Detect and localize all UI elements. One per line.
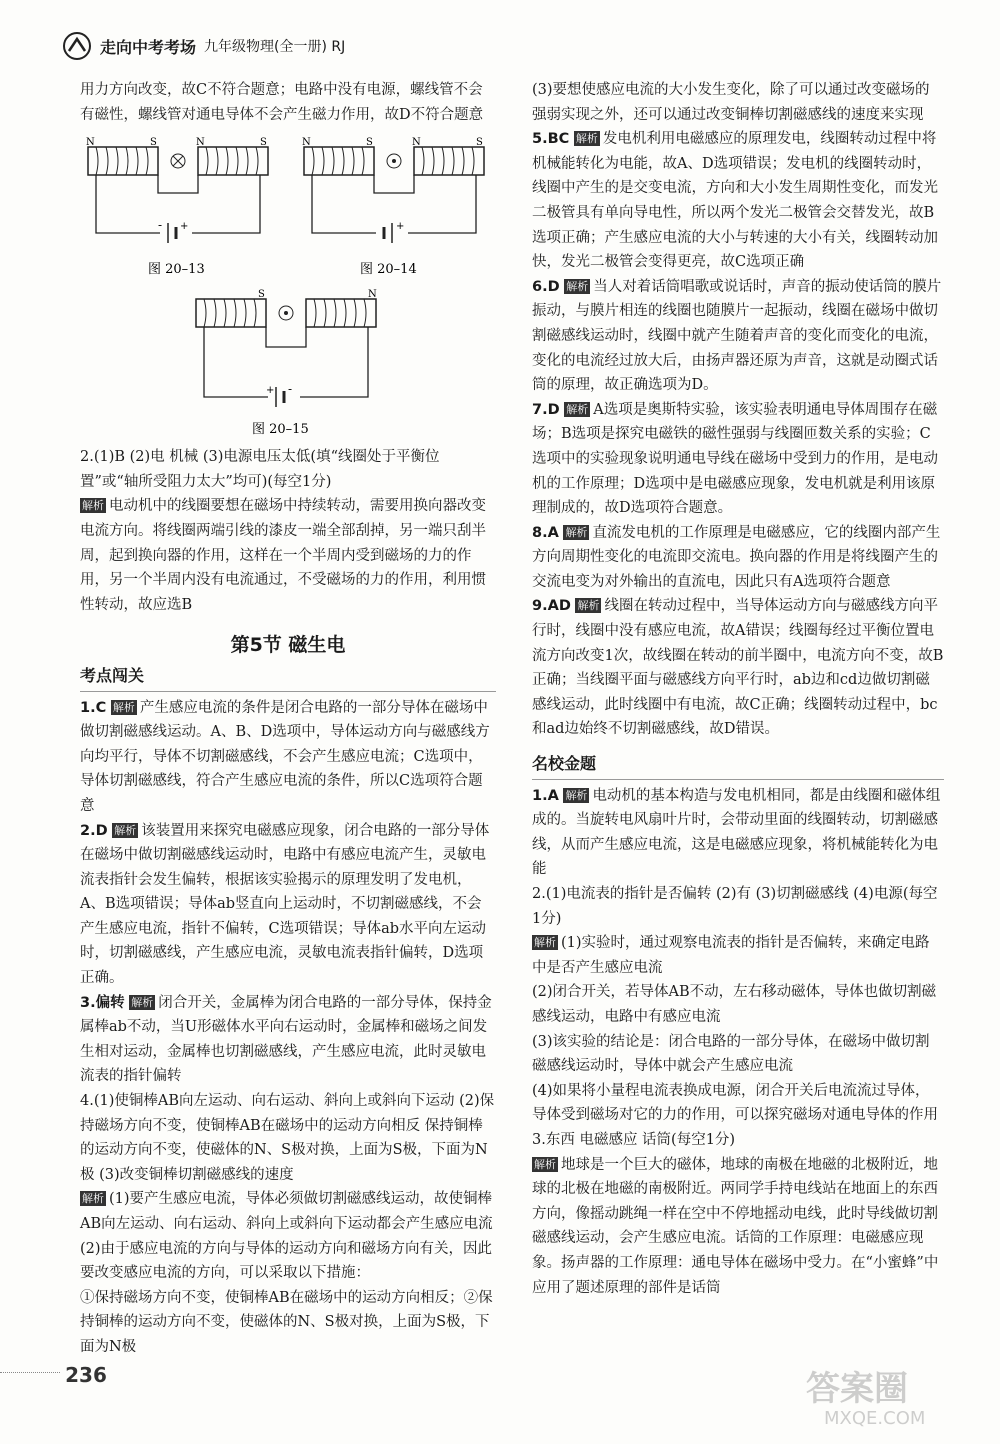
- explanation-tag: 解析: [114, 823, 137, 837]
- g3-explanation: [532, 1153, 944, 1301]
- q4-explanation-4: (3)要想使感应电流的大小发生变化，除了可以通过改变磁场的强弱实现之外，还可以通过改变铜棒切割磁感线的速度来实现: [532, 82, 930, 123]
- fig1-plus: +: [180, 221, 189, 233]
- explanation-tag: 解析: [565, 788, 588, 802]
- book-title: 九年级物理(全一册) RJ: [204, 39, 346, 55]
- figure-20-15: [196, 289, 377, 407]
- fig1-minus: -: [158, 218, 163, 233]
- q5-explanation: 发电机利用电磁感应的原理发电，线圈转动过程中将机械能转化为电能，故A、D选项错误；发电机的线圈转动时，线圈中产生的是交变电流，方向和大小发生周期性变化，而发光二极管具有单向导电性，所以两个发光二极管会交替发光，故B选项正确；产生感应电流的大小与转速的大小有关，线圈转动加快，发光二极管会变得更亮，故C选项正确: [532, 131, 938, 271]
- q2b-explanation: 该装置用来探究电磁感应现象，闭合电路的一部分导体在磁场中做切割磁感线运动时，电路中有感应电流产生，灵敏电流表指针会发生偏转，根据该实验揭示的原理发明了发电机，A、B选项错误；导体ab竖直向上运动时，不切割磁感线，不会产生感应电流，指针不偏转，C选项错误；导体ab水平向左运动时，切割磁感线，产生感应电流，灵敏电流表指针偏转，D选项正确。: [80, 822, 490, 987]
- g2-answer: 2.(1)电流表的指针是否偏转 (2)有 (3)切割磁感线 (4)电源(每空1分): [532, 886, 938, 927]
- g2-explanation-3: (3)该实验的结论是：闭合电路的一部分导体，在磁场中做切割磁感线运动时，导体中就会产生感应电流: [532, 1033, 930, 1075]
- fig2-plus: +: [396, 221, 405, 233]
- g2-explanation-1: [532, 931, 944, 980]
- g1-explanation: 电动机的基本构造与发电机相同，都是由线圈和磁体组成的。当旋转电风扇叶片时，会带动里面的线圈转动，切割磁感线，从而产生感应电流，这是电磁感应现象，将机械能转化为电能: [532, 787, 941, 878]
- sub-title-checkpoints: 考点闯关: [80, 664, 496, 692]
- g2-explanation-1-text: (1)实验时，通过观察电流表的指针是否偏转，来确定电路中是否产生感应电流: [532, 935, 930, 976]
- footer-dotted-line: [0, 1372, 60, 1373]
- q4-explanation-1-text: (1)要产生感应电流，导体必须做切割磁感线运动，故使铜棒AB向左运动、向右运动、斜向上或斜向下运动都会产生感应电流: [80, 1191, 493, 1232]
- g1: [532, 784, 944, 882]
- explanation-tag: 解析: [534, 1157, 556, 1171]
- watermark-text: 答案圈: [806, 1369, 908, 1409]
- fig3-s-left: S: [258, 289, 265, 301]
- g2-explanation-2: (2)闭合开关，若导体AB不动，左右移动磁体，导体也做切割磁感线运动，电路中有感应电流: [532, 984, 937, 1025]
- g3-explanation-text: 地球是一个巨大的磁体，地球的南极在地磁的北极附近，地球的北极在地磁的南极附近。两同学手持电线站在地面上的东西方向，像摇动跳绳一样在空中不停地摇动电线，此时导线做切割磁感线运动，会产生感应电流。话筒的工作原理：电磁感应现象。扬声器的工作原理：通电导体在磁场中受力。在“小蜜蜂”中应用了题述原理的部件是话筒: [532, 1156, 939, 1296]
- figure-20-13: [86, 137, 268, 243]
- q2b: [80, 819, 496, 991]
- fig1-n-right: N: [196, 137, 205, 149]
- fig2-n-left: N: [302, 137, 311, 149]
- explanation-tag: 解析: [575, 132, 598, 146]
- q5-answer: 5.BC: [532, 131, 570, 148]
- fig-caption-20-15: 图 20–15: [252, 422, 309, 438]
- q4-explanation-1: [80, 1187, 496, 1236]
- explanation-tag: 解析: [566, 279, 589, 293]
- q6: [532, 275, 944, 398]
- q8-explanation: 直流发电机的工作原理是电磁感应，它的线圈内部产生方向周期性变化的电流即交流电。换向器的作用是将线圈产生的交流电变为对外输出的直流电，因此只有A选项符合题意: [532, 524, 941, 590]
- figure-20-14: [302, 137, 484, 243]
- intro-paragraph: 用力方向改变，故C不符合题意；电路中没有电源，螺线管不会有磁性，螺线管对通电导体不会产生磁力作用，故D不符合题意: [80, 82, 484, 123]
- fig2-n-right: N: [412, 137, 421, 149]
- book-logo-icon: [62, 31, 92, 61]
- q9-answer: 9.AD: [532, 598, 571, 615]
- watermark-logo: [800, 1360, 970, 1430]
- g2-explanation-4: (4)如果将小量程电流表换成电源，闭合开关后电流流过导体，导体受到磁场对它的力的作用，可以探究磁场对通电导体的作用: [532, 1082, 938, 1124]
- q1-answer: 1.C: [80, 699, 107, 716]
- g1-answer: 1.A: [532, 787, 559, 804]
- explanation-tag: 解析: [82, 1192, 104, 1206]
- q1-explanation: 产生感应电流的条件是闭合电路的一部分导体在磁场中做切割磁感线运动。A、B、D选项中，导体运动方向与磁感线方向均平行，导体不切割磁感线，不会产生感应电流；C选项中，导体切割磁感线，符合产生感应电流的条件，所以C选项符合题意: [80, 699, 490, 814]
- explanation-tag: 解析: [82, 499, 104, 513]
- fig1-s-left: S: [150, 137, 157, 149]
- q8-answer: 8.A: [532, 524, 559, 541]
- q2b-answer: 2.D: [80, 822, 108, 839]
- right-column: [532, 78, 944, 1300]
- explanation-tag: 解析: [566, 402, 589, 416]
- fig1-s-right: S: [260, 137, 267, 149]
- q4-answer: 4.(1)使铜棒AB向左运动、向右运动、斜向上或斜向下运动 (2)保持磁场方向不变，使铜棒AB在磁场中的运动方向相反 保持铜棒的运动方向不变，使磁体的N、S极对换，上面为S极，下面为N极 (3)改变铜棒切割磁感线的速度: [80, 1093, 495, 1183]
- watermark-url: MXQE.COM: [824, 1408, 926, 1429]
- left-column: [80, 78, 496, 1360]
- page-header: [62, 28, 345, 64]
- fig3-minus: -: [288, 382, 293, 397]
- explanation-tag: 解析: [112, 700, 135, 714]
- fig1-n-left: N: [86, 137, 95, 149]
- sub-title-famous-school: 名校金题: [532, 752, 944, 780]
- fig2-s-left: S: [366, 137, 373, 149]
- explanation-tag: 解析: [131, 995, 154, 1009]
- figures-20-13-to-15: [80, 133, 496, 445]
- fig-caption-20-13: 图 20–13: [148, 262, 205, 278]
- fig3-n-right: N: [368, 289, 377, 301]
- q7-answer: 7.D: [532, 401, 560, 418]
- q6-answer: 6.D: [532, 278, 560, 295]
- q5: [532, 127, 944, 275]
- q8: [532, 521, 944, 595]
- q9-explanation: 线圈在转动过程中，当导体运动方向与磁感线方向平行时，线圈中没有感应电流，故A错误；线圈每经过平衡位置电流方向改变1次，故线圈在转动的前半圈中，电流方向不变，故B正确；当线圈平面与磁感线方向平行时，ab边和cd边做切割磁感线运动，此时线圈中有电流，故C正确；线圈转动过程中，bc和ad边始终不切割磁感线，故D错误。: [532, 598, 944, 738]
- fig-caption-20-14: 图 20–14: [360, 262, 417, 278]
- explanation-tag: 解析: [565, 525, 588, 539]
- q2-answer: 2.(1)B (2)电 机械 (3)电源电压太低(填“线圈处于平衡位置”或“轴所受阻力太大”均可)(每空1分): [80, 449, 440, 490]
- q2-explanation: [80, 494, 496, 617]
- q3-answer: 3.偏转: [80, 994, 125, 1011]
- q9: [532, 594, 944, 742]
- q4-explanation-2: (2)由于感应电流的方向与导体的运动方向和磁场方向有关，因此要改变感应电流的方向，可以采取以下措施：: [80, 1240, 493, 1282]
- fig3-plus: +: [266, 385, 275, 397]
- section-title: 第5节 磁生电: [230, 634, 346, 657]
- explanation-tag: 解析: [534, 936, 556, 950]
- q3-explanation: 闭合开关，金属棒为闭合电路的一部分导体，保持金属棒ab不动，当U形磁体水平向右运动时，金属棒和磁场之间发生相对运动，金属棒也切割磁感线，产生感应电流，此时灵敏电流表的指针偏转: [80, 994, 492, 1085]
- q7-explanation: A选项是奥斯特实验，该实验表明通电导体周围存在磁场；B选项是探究电磁铁的磁性强弱与线圈匝数关系的实验；C选项中的实验现象说明通电导线在磁场中受到力的作用，是电动机的工作原理；D选项中是电磁感应现象，发电机就是利用该原理制成的，故D选项符合题意。: [532, 401, 938, 517]
- fig2-s-right: S: [476, 137, 483, 149]
- q1: [80, 696, 496, 819]
- q7: [532, 398, 944, 521]
- explanation-tag: 解析: [577, 599, 600, 613]
- q6-explanation: 当人对着话筒唱歌或说话时，声音的振动使话筒的膜片振动，与膜片相连的线圈也随膜片一起振动，线圈在磁场中做切割磁感线运动时，线圈中就产生随着声音的变化而变化的电流，变化的电流经过放大后，由扬声器还原为声音，这就是动圈式话筒的原理，故正确选项为D。: [532, 278, 942, 394]
- q3: [80, 991, 496, 1089]
- page-number: 236: [65, 1363, 107, 1387]
- q4-explanation-3: ①保持磁场方向不变，使铜棒AB在磁场中的运动方向相反；②保持铜棒的运动方向不变，使磁体的N、S极对换，上面为S极，下面为N极: [80, 1289, 493, 1355]
- brand-title: 走向中考考场: [100, 37, 197, 57]
- q2-explanation-text: 电动机中的线圈要想在磁场中持续转动，需要用换向器改变电流方向。将线圈两端引线的漆皮一端全部刮掉，另一端只刮半周，起到换向器的作用，这样在一个半周内受到磁场的力的作用，另一个半周内没有电流通过，不受磁场的力的作用，利用惯性转动，故应选B: [80, 498, 486, 613]
- g3-answer: 3.东西 电磁感应 话筒(每空1分): [532, 1131, 736, 1148]
